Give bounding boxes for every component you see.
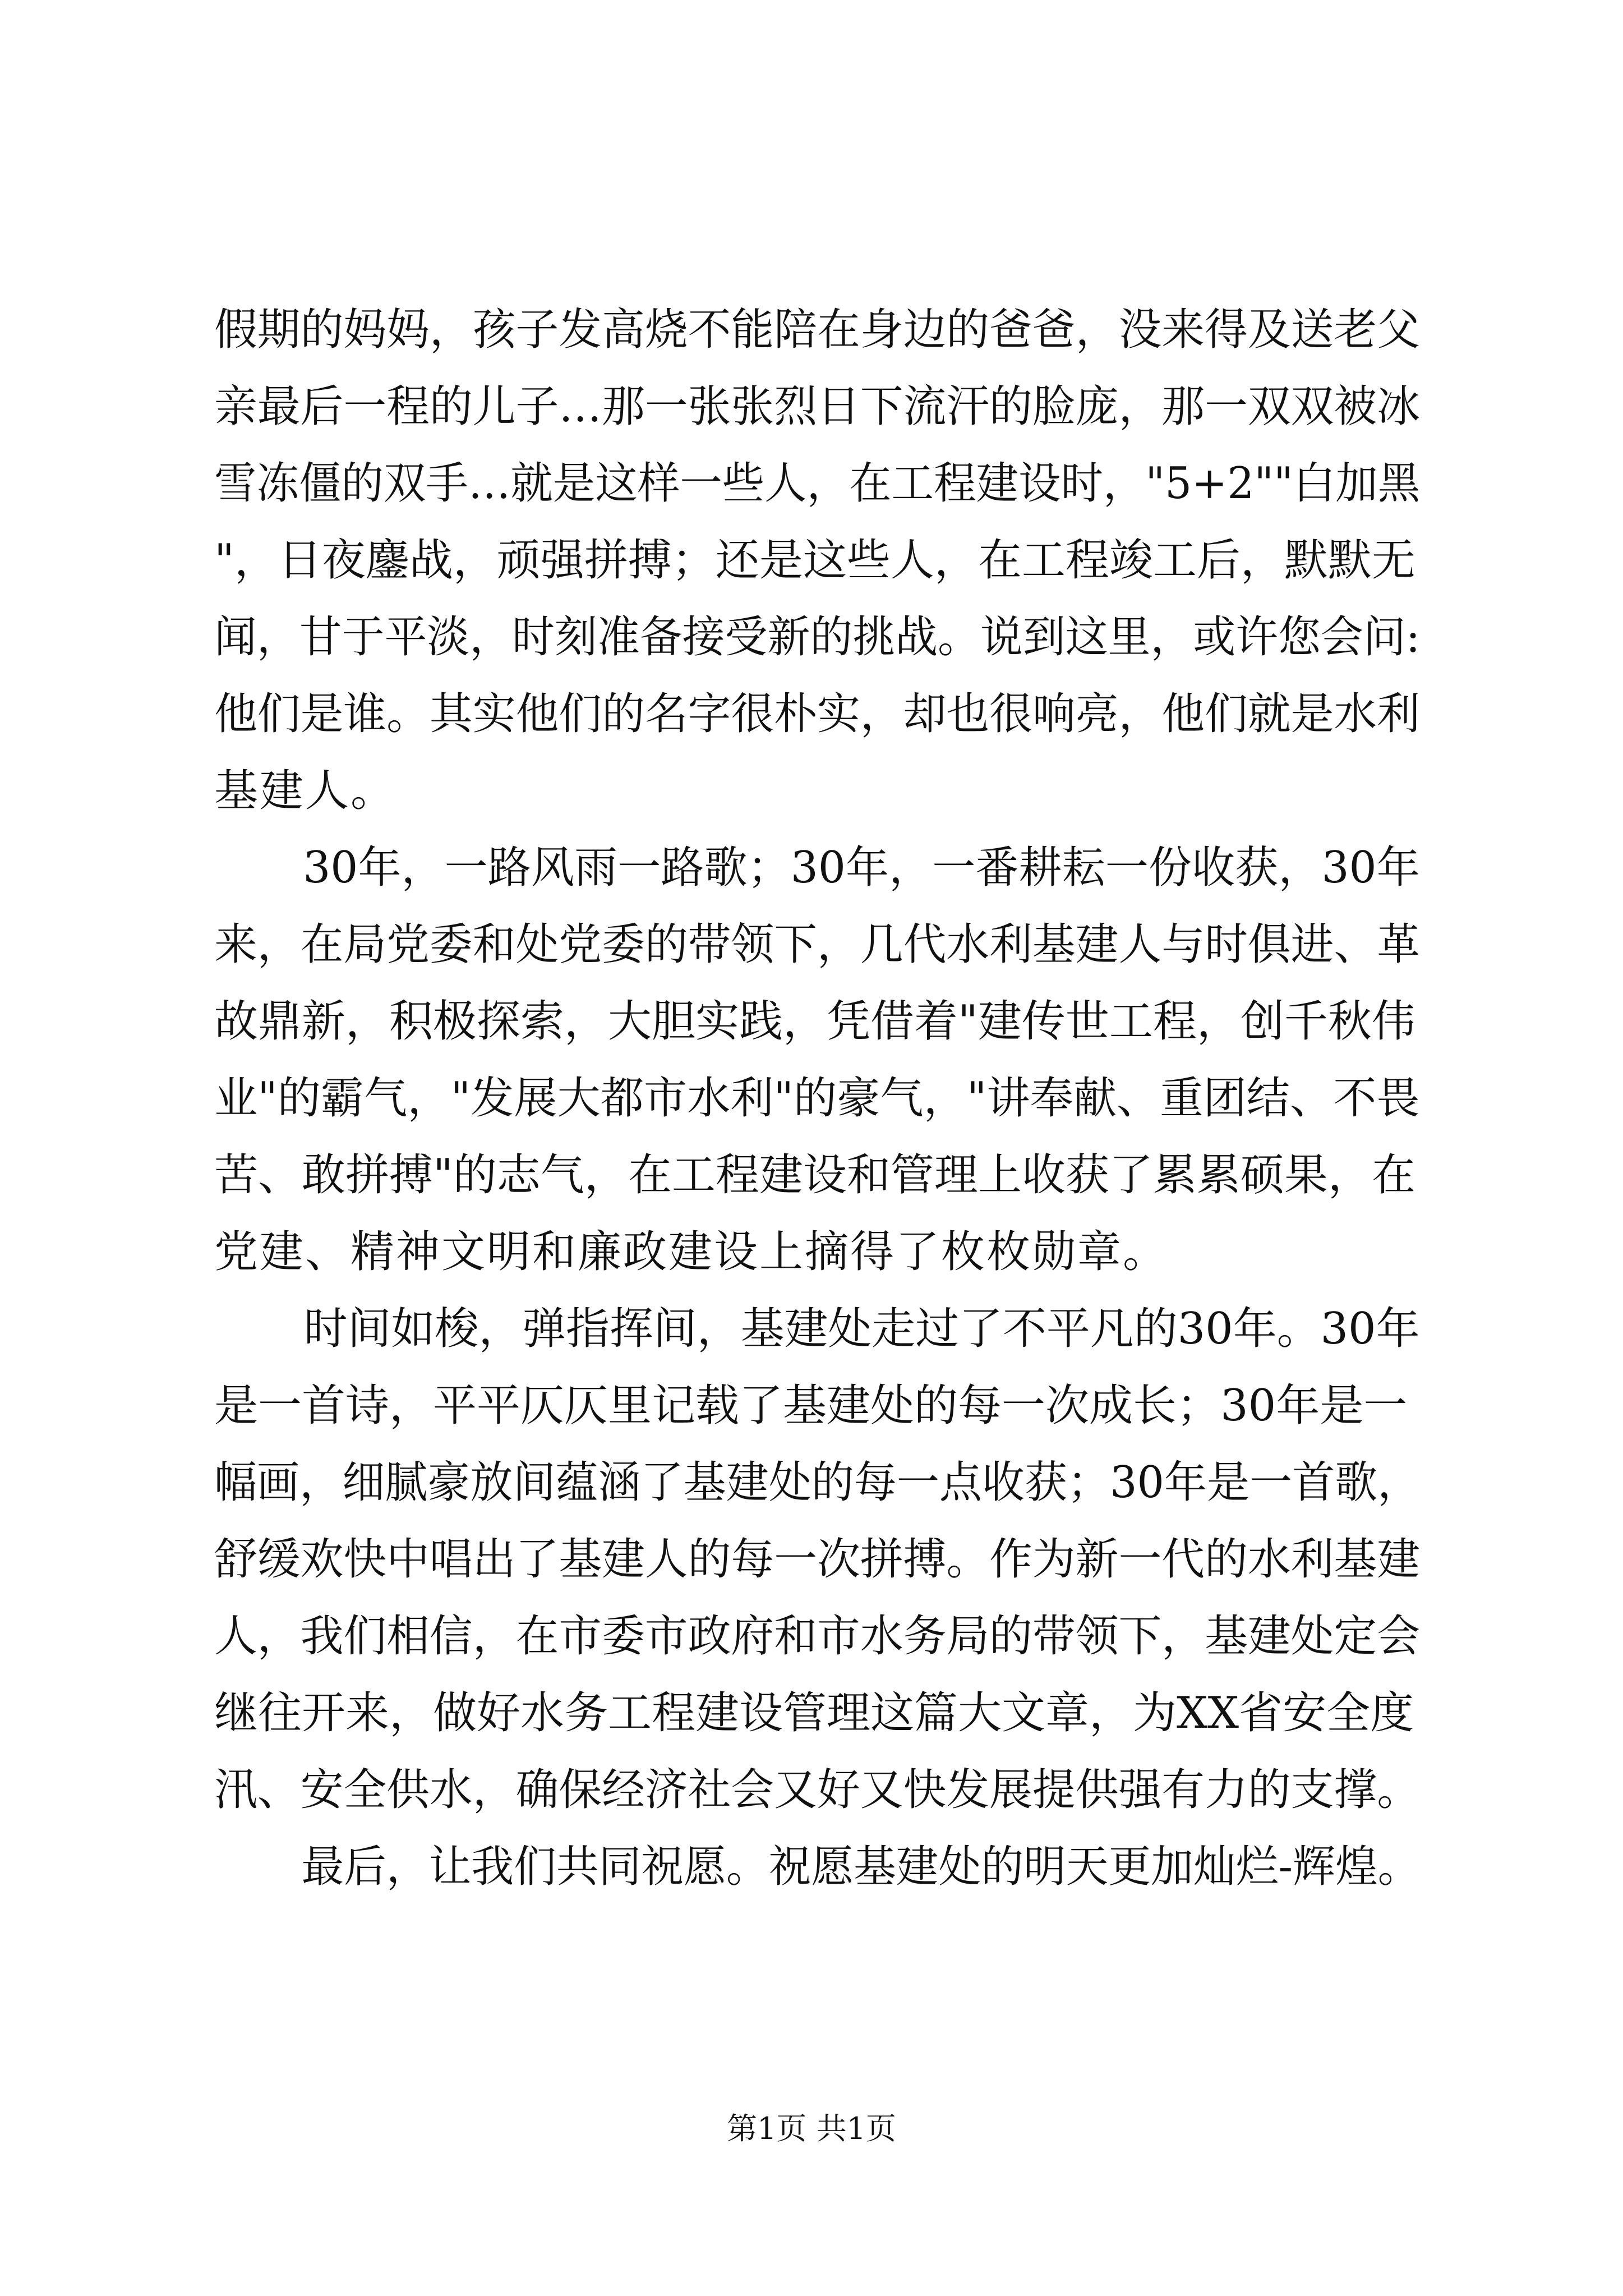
text-line: 基建人。 (214, 766, 396, 816)
text-line: 舒缓欢快中唱出了基建人的每一次拼搏。作为新一代的水利基建 (214, 1534, 1421, 1585)
text-line: 时间如梭，弹指挥间，基建处走过了不平凡的30年。30年 (303, 1304, 1420, 1354)
text-line: 最后，让我们共同祝愿。祝愿基建处的明天更加灿烂-辉煌。 (301, 1842, 1421, 1892)
text-line: 亲最后一程的儿子…那一张张烈日下流汗的脸庞，那一双双被冰 (214, 381, 1421, 432)
text-line: 苦、敢拼搏"的志气，在工程建设和管理上收获了累累硕果，在 (214, 1150, 1415, 1200)
text-line: 故鼎新，积极探索，大胆实践，凭借着"建传世工程，创千秋伟 (214, 996, 1415, 1047)
text-line: "，日夜鏖战，顽强拼搏；还是这些人，在工程竣工后，默默无 (214, 535, 1415, 586)
text-line: 来，在局党委和处党委的带领下，几代水利基建人与时俱进、革 (214, 919, 1421, 970)
text-line: 幅画，细腻豪放间蕴涵了基建处的每一点收获；30年是一首歌， (214, 1457, 1421, 1508)
text-line: 假期的妈妈，孩子发高烧不能陪在身边的爸爸，没来得及送老父 (214, 305, 1421, 355)
document-body (214, 292, 1420, 1906)
text-line: 继往开来，做好水务工程建设管理这篇大文章，为XX省安全度 (214, 1688, 1414, 1738)
text-line: 是一首诗，平平仄仄里记载了基建处的每一次成长；30年是一 (214, 1381, 1408, 1431)
text-line: 雪冻僵的双手…就是这样一些人，在工程建设时，"5+2""白加黑 (214, 458, 1421, 509)
text-line: 人，我们相信，在市委市政府和市水务局的带领下，基建处定会 (214, 1611, 1421, 1662)
text-line: 他们是谁。其实他们的名字很朴实，却也很响亮，他们就是水利 (214, 689, 1421, 739)
text-line: 闻，甘于平淡，时刻准备接受新的挑战。说到这里，或许您会问: (214, 612, 1421, 662)
text-line: 30年，一路风雨一路歌；30年，一番耕耘一份收获，30年 (303, 843, 1420, 893)
text-line: 业"的霸气，"发展大都市水利"的豪气，"讲奉献、重团结、不畏 (214, 1073, 1420, 1124)
text-line: 汛、安全供水，确保经济社会又好又快发展提供强有力的支撑。 (214, 1765, 1421, 1815)
text-line: 党建、精神文明和廉政建设上摘得了枚枚勋章。 (214, 1227, 1169, 1277)
page-footer: 第1页 共1页 (727, 2111, 896, 2146)
